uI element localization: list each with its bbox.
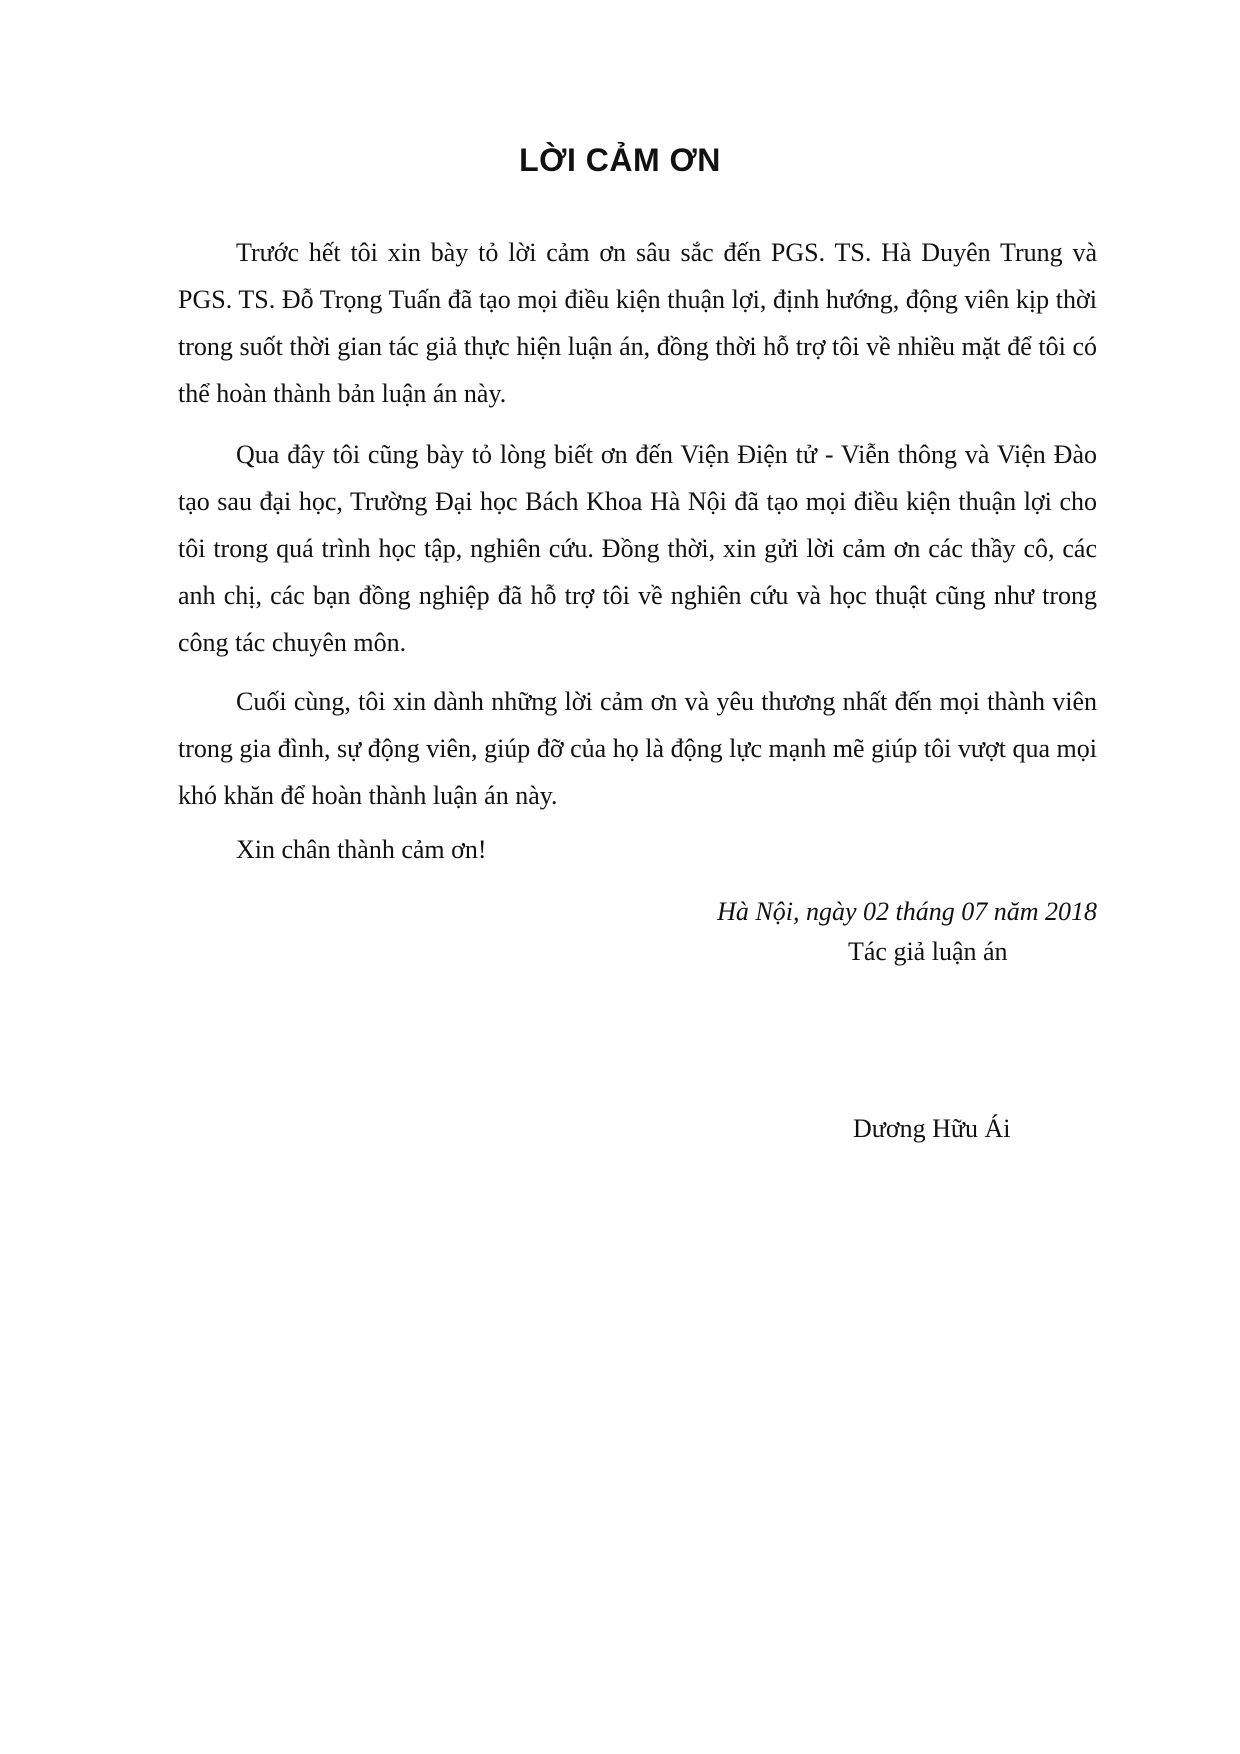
paragraph-3: Cuối cùng, tôi xin dành những lời cảm ơn và yêu thương nhất đến mọi thành viên trong gia đình, sự động viên, giúp đỡ của họ là động lực mạnh mẽ giúp tôi vượt qua mọi khó khăn để hoàn thành luận án này. [178,687,1097,810]
closing-line: Xin chân thành cảm ơn! [236,835,487,864]
date-place: Hà Nội, ngày 02 tháng 07 năm 2018 [717,897,1097,926]
paragraph-1: Trước hết tôi xin bày tỏ lời cảm ơn sâu sắc đến PGS. TS. Hà Duyên Trung và PGS. TS. Đỗ Trọng Tuấn đã tạo mọi điều kiện thuận lợi, định hướng, động viên kịp thời trong suốt thời gian tác giả thực hiện luận án, đồng thời hỗ trợ tôi về nhiều mặt để tôi có thể hoàn thành bản luận án này. [178,238,1097,408]
author-role: Tác giả luận án [848,937,1008,966]
page-title: LỜI CẢM ƠN [519,142,721,178]
paragraph-2: Qua đây tôi cũng bày tỏ lòng biết ơn đến Viện Điện tử - Viễn thông và Viện Đào tạo sau đại học, Trường Đại học Bách Khoa Hà Nội đã tạo mọi điều kiện thuận lợi cho tôi trong quá trình học tập, nghiên cứu. Đồng thời, xin gửi lời cảm ơn các thầy cô, các anh chị, các bạn đồng nghiệp đã hỗ trợ tôi về nghiên cứu và học thuật cũng như trong công tác chuyên môn. [178,440,1097,657]
author-name: Dương Hữu Ái [853,1114,1011,1143]
